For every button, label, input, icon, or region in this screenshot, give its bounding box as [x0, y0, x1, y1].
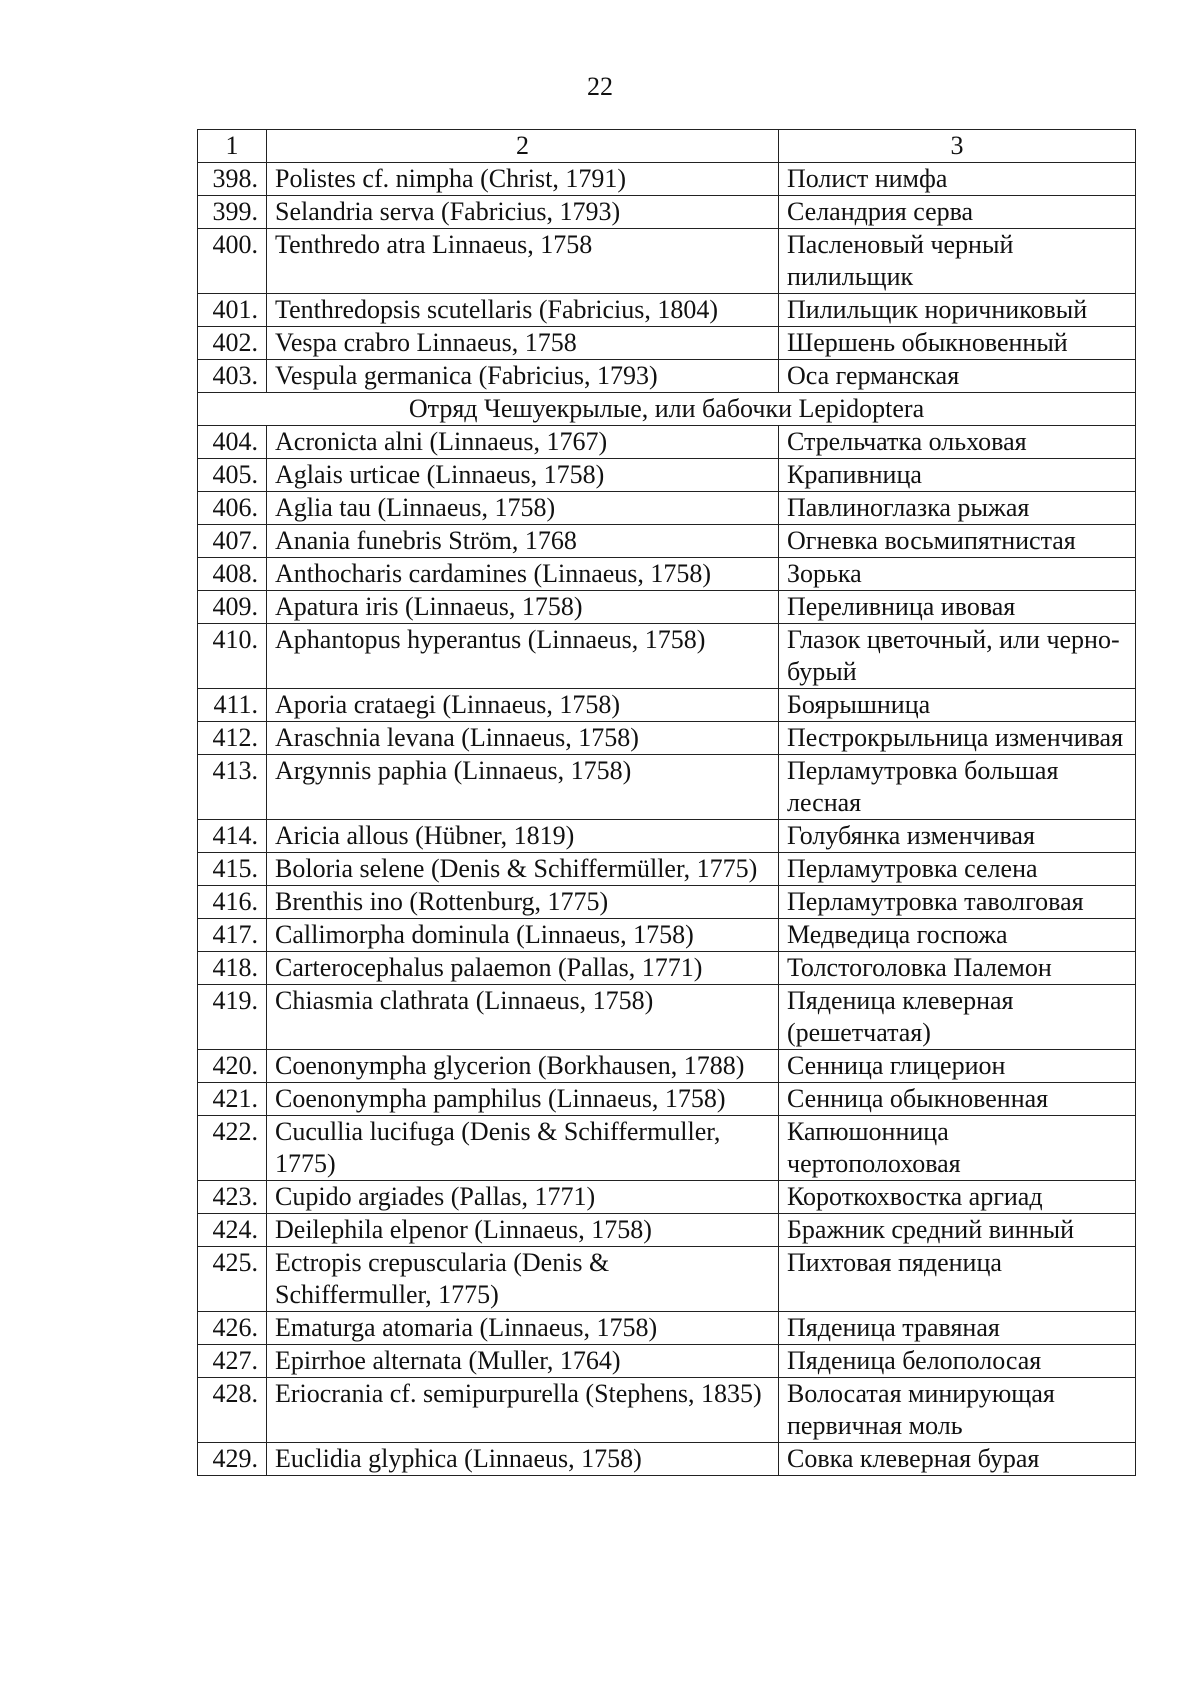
table-row — [198, 985, 1136, 1050]
table-row — [198, 1443, 1136, 1476]
table-row — [198, 1050, 1136, 1083]
species-number-cell: 402. — [198, 327, 267, 360]
species-number-cell: 410. — [198, 624, 267, 689]
russian-name-cell: Голубянка изменчивая — [779, 820, 1136, 853]
species-number-cell: 413. — [198, 755, 267, 820]
latin-name-cell: Ectropis crepuscularia (Denis & Schiffermuller, 1775) — [267, 1247, 779, 1312]
species-number-cell: 421. — [198, 1083, 267, 1116]
russian-name-cell: Совка клеверная бурая — [779, 1443, 1136, 1476]
section-row — [198, 393, 1136, 426]
species-number-cell: 407. — [198, 525, 267, 558]
species-number-cell: 399. — [198, 196, 267, 229]
column-header-number: 1 — [198, 130, 267, 163]
species-number-cell: 423. — [198, 1181, 267, 1214]
species-number-cell: 417. — [198, 919, 267, 952]
table-row — [198, 525, 1136, 558]
latin-name-cell: Araschnia levana (Linnaeus, 1758) — [267, 722, 779, 755]
latin-name-cell: Cupido argiades (Pallas, 1771) — [267, 1181, 779, 1214]
table-row — [198, 886, 1136, 919]
species-number-cell: 422. — [198, 1116, 267, 1181]
table-row — [198, 163, 1136, 196]
species-number-cell: 425. — [198, 1247, 267, 1312]
russian-name-cell: Павлиноглазка рыжая — [779, 492, 1136, 525]
section-title: Отряд Чешуекрылые, или бабочки Lepidoptera — [198, 393, 1136, 426]
russian-name-cell: Пяденица белополосая — [779, 1345, 1136, 1378]
table-row — [198, 755, 1136, 820]
table-row — [198, 229, 1136, 294]
latin-name-cell: Deilephila elpenor (Linnaeus, 1758) — [267, 1214, 779, 1247]
table-row — [198, 1214, 1136, 1247]
russian-name-cell: Капюшонница чертополоховая — [779, 1116, 1136, 1181]
russian-name-cell: Крапивница — [779, 459, 1136, 492]
species-number-cell: 412. — [198, 722, 267, 755]
latin-name-cell: Aporia crataegi (Linnaeus, 1758) — [267, 689, 779, 722]
species-number-cell: 403. — [198, 360, 267, 393]
russian-name-cell: Пасленовый черный пилильщик — [779, 229, 1136, 294]
table-row — [198, 327, 1136, 360]
table-row — [198, 624, 1136, 689]
latin-name-cell: Eriocrania cf. semipurpurella (Stephens, 1835) — [267, 1378, 779, 1443]
table-row — [198, 1083, 1136, 1116]
russian-name-cell: Перламутровка селена — [779, 853, 1136, 886]
russian-name-cell: Пихтовая пяденица — [779, 1247, 1136, 1312]
species-table — [197, 129, 1136, 1476]
species-number-cell: 426. — [198, 1312, 267, 1345]
table-row — [198, 1378, 1136, 1443]
species-number-cell: 411. — [198, 689, 267, 722]
latin-name-cell: Chiasmia clathrata (Linnaeus, 1758) — [267, 985, 779, 1050]
latin-name-cell: Vespula germanica (Fabricius, 1793) — [267, 360, 779, 393]
latin-name-cell: Argynnis paphia (Linnaeus, 1758) — [267, 755, 779, 820]
table-row — [198, 459, 1136, 492]
table-row — [198, 558, 1136, 591]
table-row — [198, 426, 1136, 459]
species-number-cell: 401. — [198, 294, 267, 327]
species-number-cell: 408. — [198, 558, 267, 591]
latin-name-cell: Tenthredopsis scutellaris (Fabricius, 1804) — [267, 294, 779, 327]
latin-name-cell: Ematurga atomaria (Linnaeus, 1758) — [267, 1312, 779, 1345]
russian-name-cell: Глазок цветочный, или черно-бурый — [779, 624, 1136, 689]
table-row — [198, 919, 1136, 952]
table-row — [198, 820, 1136, 853]
russian-name-cell: Перламутровка таволговая — [779, 886, 1136, 919]
species-number-cell: 429. — [198, 1443, 267, 1476]
table-row — [198, 492, 1136, 525]
table-row — [198, 294, 1136, 327]
latin-name-cell: Acronicta alni (Linnaeus, 1767) — [267, 426, 779, 459]
latin-name-cell: Polistes cf. nimpha (Christ, 1791) — [267, 163, 779, 196]
russian-name-cell: Толстоголовка Палемон — [779, 952, 1136, 985]
species-number-cell: 409. — [198, 591, 267, 624]
species-number-cell: 405. — [198, 459, 267, 492]
russian-name-cell: Пяденица клеверная (решетчатая) — [779, 985, 1136, 1050]
table-row — [198, 591, 1136, 624]
latin-name-cell: Apatura iris (Linnaeus, 1758) — [267, 591, 779, 624]
table-header-row — [198, 130, 1136, 163]
latin-name-cell: Selandria serva (Fabricius, 1793) — [267, 196, 779, 229]
russian-name-cell: Короткохвостка аргиад — [779, 1181, 1136, 1214]
table-row — [198, 853, 1136, 886]
russian-name-cell: Огневка восьмипятнистая — [779, 525, 1136, 558]
russian-name-cell: Перламутровка большая лесная — [779, 755, 1136, 820]
species-number-cell: 427. — [198, 1345, 267, 1378]
table-row — [198, 360, 1136, 393]
latin-name-cell: Coenonympha pamphilus (Linnaeus, 1758) — [267, 1083, 779, 1116]
species-number-cell: 400. — [198, 229, 267, 294]
species-number-cell: 418. — [198, 952, 267, 985]
russian-name-cell: Селандрия серва — [779, 196, 1136, 229]
table-row — [198, 952, 1136, 985]
page-number: 22 — [587, 72, 613, 101]
russian-name-cell: Бражник средний винный — [779, 1214, 1136, 1247]
latin-name-cell: Aphantopus hyperantus (Linnaeus, 1758) — [267, 624, 779, 689]
table-row — [198, 1181, 1136, 1214]
latin-name-cell: Euclidia glyphica (Linnaeus, 1758) — [267, 1443, 779, 1476]
species-number-cell: 398. — [198, 163, 267, 196]
latin-name-cell: Epirrhoe alternata (Muller, 1764) — [267, 1345, 779, 1378]
russian-name-cell: Полист нимфа — [779, 163, 1136, 196]
latin-name-cell: Aglia tau (Linnaeus, 1758) — [267, 492, 779, 525]
species-number-cell: 419. — [198, 985, 267, 1050]
table-row — [198, 1312, 1136, 1345]
latin-name-cell: Aglais urticae (Linnaeus, 1758) — [267, 459, 779, 492]
russian-name-cell: Стрельчатка ольховая — [779, 426, 1136, 459]
russian-name-cell: Пяденица травяная — [779, 1312, 1136, 1345]
latin-name-cell: Boloria selene (Denis & Schiffermüller, 1775) — [267, 853, 779, 886]
column-header-latin-name: 2 — [267, 130, 779, 163]
russian-name-cell: Медведица госпожа — [779, 919, 1136, 952]
species-number-cell: 414. — [198, 820, 267, 853]
russian-name-cell: Пестрокрыльница изменчивая — [779, 722, 1136, 755]
latin-name-cell: Tenthredo atra Linnaeus, 1758 — [267, 229, 779, 294]
table-row — [198, 1247, 1136, 1312]
latin-name-cell: Cucullia lucifuga (Denis & Schiffermuller, 1775) — [267, 1116, 779, 1181]
russian-name-cell: Шершень обыкновенный — [779, 327, 1136, 360]
species-number-cell: 424. — [198, 1214, 267, 1247]
latin-name-cell: Anania funebris Ström, 1768 — [267, 525, 779, 558]
table-row — [198, 689, 1136, 722]
table-row — [198, 196, 1136, 229]
latin-name-cell: Brenthis ino (Rottenburg, 1775) — [267, 886, 779, 919]
latin-name-cell: Carterocephalus palaemon (Pallas, 1771) — [267, 952, 779, 985]
species-number-cell: 428. — [198, 1378, 267, 1443]
table-row — [198, 722, 1136, 755]
table-row — [198, 1116, 1136, 1181]
species-number-cell: 415. — [198, 853, 267, 886]
russian-name-cell: Волосатая минирующая первичная моль — [779, 1378, 1136, 1443]
species-number-cell: 420. — [198, 1050, 267, 1083]
russian-name-cell: Сенница обыкновенная — [779, 1083, 1136, 1116]
latin-name-cell: Anthocharis cardamines (Linnaeus, 1758) — [267, 558, 779, 591]
russian-name-cell: Пилильщик норичниковый — [779, 294, 1136, 327]
russian-name-cell: Сенница глицерион — [779, 1050, 1136, 1083]
russian-name-cell: Оса германская — [779, 360, 1136, 393]
latin-name-cell: Aricia allous (Hübner, 1819) — [267, 820, 779, 853]
latin-name-cell: Callimorpha dominula (Linnaeus, 1758) — [267, 919, 779, 952]
russian-name-cell: Зорька — [779, 558, 1136, 591]
russian-name-cell: Переливница ивовая — [779, 591, 1136, 624]
species-number-cell: 406. — [198, 492, 267, 525]
latin-name-cell: Coenonympha glycerion (Borkhausen, 1788) — [267, 1050, 779, 1083]
russian-name-cell: Боярышница — [779, 689, 1136, 722]
species-number-cell: 416. — [198, 886, 267, 919]
column-header-russian-name: 3 — [779, 130, 1136, 163]
latin-name-cell: Vespa crabro Linnaeus, 1758 — [267, 327, 779, 360]
table-row — [198, 1345, 1136, 1378]
species-number-cell: 404. — [198, 426, 267, 459]
